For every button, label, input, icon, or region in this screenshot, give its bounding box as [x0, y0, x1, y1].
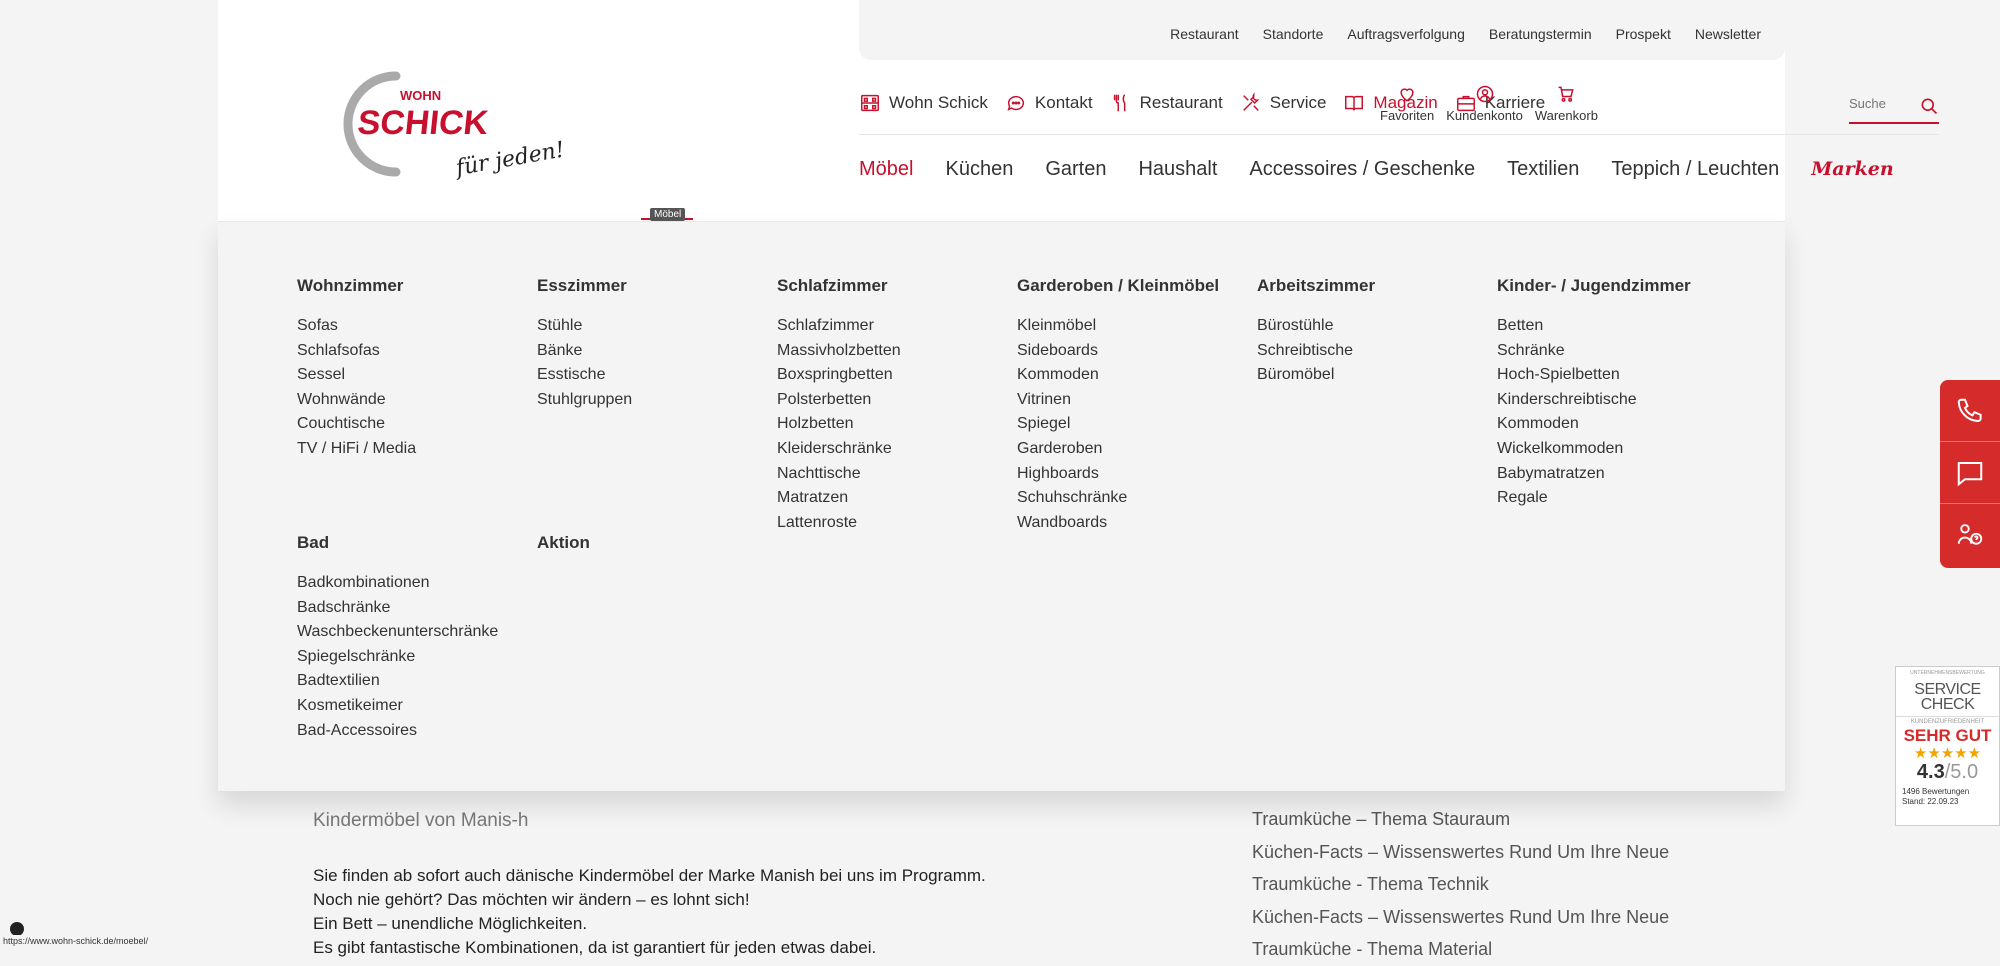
- content-heading: Kindermöbel von Manis-h: [313, 810, 529, 831]
- menu-col-arbeitszimmer: [1257, 276, 1375, 388]
- menu-item[interactable]: Hoch-Spielbetten: [1497, 366, 1620, 384]
- menu-item[interactable]: Esstische: [537, 366, 606, 384]
- account-icons: [1380, 84, 1598, 123]
- menu-item[interactable]: Stuhlgruppen: [537, 390, 633, 408]
- menu-col-aktion: [537, 533, 590, 571]
- logo-tagline: für jeden!: [454, 137, 567, 182]
- menu-item[interactable]: Holzbetten: [777, 415, 854, 433]
- consultant-icon: [1955, 520, 1985, 550]
- mega-menu: [218, 221, 1785, 791]
- main-nav-garten[interactable]: Garten: [1045, 158, 1107, 180]
- menu-col-wohnzimmer: [297, 276, 416, 462]
- tools-icon: [1240, 92, 1262, 114]
- call-button[interactable]: [1940, 380, 2000, 442]
- nav-wohn-schick[interactable]: [859, 92, 988, 114]
- favorites-label: Favoriten: [1380, 108, 1435, 123]
- menu-item[interactable]: Badschränke: [297, 598, 391, 616]
- site-logo[interactable]: [338, 64, 578, 184]
- magazine-link[interactable]: Traumküche - Thema Material: [1252, 939, 1493, 959]
- badge-top-text: UNTERNEHMENSBEWERTUNG: [1910, 670, 1985, 676]
- nav-kontakt-label: Kontakt: [1034, 93, 1093, 112]
- menu-col-esszimmer: [537, 276, 632, 412]
- logo-text-schick: SCHICK: [355, 104, 491, 142]
- menu-item[interactable]: Kommoden: [1497, 415, 1579, 433]
- menu-heading-schlafzimmer[interactable]: Schlafzimmer: [777, 276, 888, 295]
- nav-service-label: Service: [1269, 93, 1327, 112]
- service-check-badge[interactable]: [1895, 666, 2000, 826]
- menu-item[interactable]: Boxspringbetten: [777, 366, 893, 384]
- menu-item[interactable]: Badkombinationen: [297, 574, 430, 591]
- menu-item[interactable]: Bürostühle: [1257, 317, 1334, 334]
- nav-tooltip: Möbel: [650, 208, 685, 221]
- menu-item[interactable]: Nachttische: [777, 464, 861, 482]
- menu-item[interactable]: Highboards: [1017, 464, 1099, 482]
- badge-date: Stand: 22.09.23: [1902, 797, 1959, 806]
- nav-kontakt[interactable]: [1005, 92, 1093, 114]
- main-nav: [859, 158, 1894, 181]
- search-input[interactable]: [1849, 96, 1919, 111]
- consultation-button[interactable]: [1940, 504, 2000, 566]
- cutlery-icon: [1110, 92, 1132, 114]
- browser-status-icon: [10, 922, 24, 936]
- search-box: [1849, 92, 1939, 124]
- contact-sidebar: [1940, 380, 2000, 568]
- chat-icon: [1005, 92, 1027, 114]
- menu-item[interactable]: Massivholzbetten: [777, 341, 901, 359]
- search-icon[interactable]: [1919, 96, 1939, 116]
- main-nav-haushalt[interactable]: Haushalt: [1138, 158, 1218, 180]
- content-line-2: Noch nie gehört? Das möchten wir ändern – es lohnt sich!: [313, 890, 750, 909]
- menu-item[interactable]: Kinderschreibtische: [1497, 390, 1637, 408]
- cart-button[interactable]: [1535, 84, 1598, 123]
- menu-col-garderoben: [1017, 276, 1219, 535]
- menu-item[interactable]: Polsterbetten: [777, 390, 872, 408]
- chat-button[interactable]: [1940, 442, 2000, 504]
- top-link-beratungstermin[interactable]: Beratungstermin: [1488, 26, 1592, 42]
- favorites-button[interactable]: [1380, 84, 1434, 123]
- magazine-link[interactable]: Traumküche – Thema Stauraum: [1252, 809, 1511, 829]
- main-nav-textilien[interactable]: Textilien: [1507, 158, 1580, 180]
- menu-heading-garderoben[interactable]: Garderoben / Kleinmöbel: [1017, 276, 1220, 295]
- menu-heading-esszimmer[interactable]: Esszimmer: [537, 276, 627, 295]
- menu-item[interactable]: TV / HiFi / Media: [297, 439, 417, 457]
- content-line-1: Sie finden ab sofort auch dänische Kindermöbel der Marke Manish bei uns im Programm.: [313, 866, 986, 885]
- menu-item[interactable]: Spiegel: [1017, 415, 1071, 433]
- menu-item[interactable]: Wohnwände: [297, 390, 386, 408]
- menu-item[interactable]: Babymatratzen: [1497, 464, 1605, 482]
- magazine-link[interactable]: Traumküche - Thema Technik: [1252, 874, 1489, 894]
- menu-item[interactable]: Sessel: [297, 366, 346, 384]
- account-label: Kundenkonto: [1446, 108, 1523, 123]
- site-header: [218, 0, 1894, 221]
- menu-item[interactable]: Schlafzimmer: [777, 317, 874, 334]
- badge-score-line: [1896, 761, 1999, 783]
- menu-item[interactable]: Büromöbel: [1257, 366, 1335, 384]
- magazine-links: [1252, 803, 1669, 966]
- status-url: https://www.wohn-schick.de/moebel/: [0, 935, 151, 947]
- menu-item[interactable]: Wickelkommoden: [1497, 439, 1624, 457]
- menu-item[interactable]: Bad-Accessoires: [297, 721, 418, 739]
- building-icon: [859, 92, 881, 114]
- menu-item[interactable]: Sideboards: [1017, 341, 1098, 359]
- heart-icon: [1397, 84, 1417, 104]
- user-icon: [1475, 84, 1495, 104]
- nav-restaurant-label: Restaurant: [1139, 93, 1223, 112]
- menu-heading-kinder[interactable]: Kinder- / Jugendzimmer: [1497, 276, 1691, 295]
- menu-item[interactable]: Sofas: [297, 317, 338, 334]
- nav-magazin-label: Magazin: [1373, 93, 1438, 112]
- nav-service[interactable]: [1240, 92, 1327, 114]
- book-icon: [1343, 92, 1365, 114]
- top-bar: [859, 0, 1785, 60]
- magazine-link[interactable]: Küchen-Facts – Wissenswertes Rund Um Ihre Neue: [1252, 841, 1670, 862]
- menu-item[interactable]: Regale: [1497, 489, 1548, 507]
- menu-heading-bad[interactable]: Bad: [297, 533, 330, 552]
- content-line-3: Ein Bett – unendliche Möglichkeiten.: [313, 914, 588, 933]
- menu-item[interactable]: Kommoden: [1017, 366, 1099, 384]
- badge-score-max: /5.0: [1944, 761, 1979, 783]
- badge-brand-line1: SERVICE: [1914, 681, 1981, 698]
- badge-score: 4.3: [1916, 761, 1945, 783]
- menu-item[interactable]: Bänke: [537, 341, 583, 359]
- nav-divider: [859, 134, 1939, 135]
- menu-item[interactable]: Kosmetikeimer: [297, 696, 403, 714]
- menu-item[interactable]: Schränke: [1497, 341, 1565, 359]
- menu-item[interactable]: Schlafsofas: [297, 341, 380, 359]
- menu-heading-arbeitszimmer[interactable]: Arbeitszimmer: [1257, 276, 1376, 295]
- menu-item[interactable]: Kleiderschränke: [777, 439, 892, 457]
- badge-subtitle: KUNDENZUFRIEDENHEIT: [1896, 716, 1999, 725]
- menu-item[interactable]: Vitrinen: [1017, 390, 1071, 408]
- menu-item[interactable]: Schreibtische: [1257, 341, 1354, 359]
- nav-restaurant[interactable]: [1110, 92, 1223, 114]
- main-nav-moebel[interactable]: Möbel: [859, 158, 914, 180]
- nav-karriere-label: Karriere: [1484, 93, 1546, 112]
- menu-col-bad: [297, 533, 498, 743]
- content-line-4: Es gibt fantastische Kombinationen, da ist garantiert für jeden etwas dabei.: [313, 938, 877, 957]
- logo-text-wohn: WOHN: [400, 88, 442, 103]
- cart-label: Warenkorb: [1534, 108, 1598, 123]
- top-link-auftragsverfolgung[interactable]: Auftragsverfolgung: [1347, 26, 1465, 42]
- menu-item[interactable]: Wandboards: [1017, 513, 1108, 531]
- menu-item[interactable]: Spiegelschränke: [297, 647, 416, 665]
- main-nav-kuechen[interactable]: Küchen: [945, 158, 1014, 180]
- menu-item[interactable]: Badtextilien: [297, 672, 380, 690]
- top-links: [1170, 26, 1761, 42]
- menu-item[interactable]: Lattenroste: [777, 513, 858, 531]
- menu-heading-aktion[interactable]: Aktion: [537, 533, 590, 552]
- menu-item[interactable]: Matratzen: [777, 489, 849, 507]
- top-link-restaurant[interactable]: Restaurant: [1170, 26, 1239, 42]
- badge-rating: SEHR GUT: [1903, 726, 1992, 745]
- top-link-prospekt[interactable]: Prospekt: [1615, 26, 1671, 42]
- message-icon: [1955, 458, 1985, 488]
- menu-item[interactable]: Stühle: [537, 317, 583, 334]
- badge-stars: ★★★★★: [1913, 745, 1982, 762]
- menu-col-kinder: [1497, 276, 1691, 511]
- menu-heading-wohnzimmer[interactable]: Wohnzimmer: [297, 276, 404, 295]
- menu-item[interactable]: Waschbeckenunterschränke: [297, 623, 499, 641]
- main-nav-accessoires[interactable]: Accessoires / Geschenke: [1249, 158, 1476, 180]
- main-nav-marken[interactable]: Marken: [1811, 158, 1894, 180]
- menu-item[interactable]: Garderoben: [1017, 439, 1103, 457]
- menu-item[interactable]: Schuhschränke: [1017, 489, 1128, 507]
- menu-item[interactable]: Couchtische: [297, 415, 386, 433]
- top-link-standorte[interactable]: Standorte: [1262, 26, 1324, 42]
- phone-icon: [1955, 396, 1985, 426]
- nav-wohn-schick-label: Wohn Schick: [889, 93, 988, 112]
- magazine-link[interactable]: Küchen-Facts – Wissenswertes Rund Um Ihre Neue: [1252, 906, 1670, 927]
- badge-count: 1496 Bewertungen: [1902, 787, 1970, 796]
- menu-col-schlafzimmer: [777, 276, 901, 535]
- badge-brand-line2: CHECK: [1920, 696, 1975, 713]
- menu-item[interactable]: Kleinmöbel: [1017, 317, 1097, 334]
- menu-item[interactable]: Betten: [1497, 317, 1544, 334]
- top-link-newsletter[interactable]: Newsletter: [1694, 26, 1761, 42]
- cart-icon: [1556, 84, 1576, 104]
- account-button[interactable]: [1446, 84, 1523, 123]
- main-nav-teppich[interactable]: Teppich / Leuchten: [1611, 158, 1780, 180]
